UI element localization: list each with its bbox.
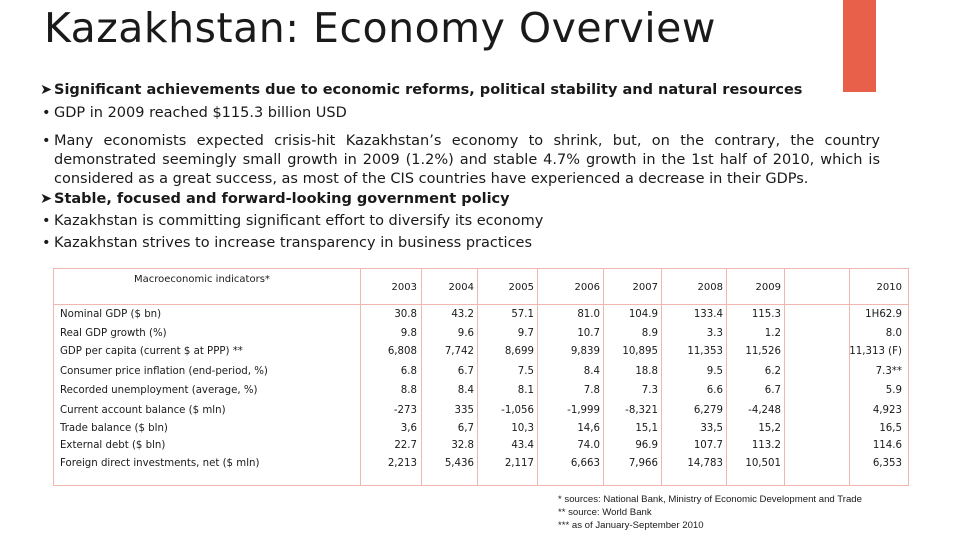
table-cell: -1,056 xyxy=(501,405,534,416)
table-cell: 3,6 xyxy=(400,423,417,434)
table-cell: 11,313 (F) xyxy=(849,346,902,357)
footnote: ** source: World Bank xyxy=(558,507,652,518)
table-cell: 115.3 xyxy=(751,309,781,320)
table-cell: 8.9 xyxy=(641,328,658,339)
table-cell: -4,248 xyxy=(748,405,781,416)
footnotes xyxy=(558,493,862,532)
page-title: Kazakhstan: Economy Overview xyxy=(44,4,716,52)
table-cell: 6.8 xyxy=(400,366,417,377)
table-row-label: Real GDP growth (%) xyxy=(60,328,167,339)
table-cell: 7,742 xyxy=(444,346,474,357)
table-cell: 9.8 xyxy=(400,328,417,339)
table-cell: 114.6 xyxy=(872,440,902,451)
table-column-divider xyxy=(360,269,361,485)
arrow-bullet-icon: ➤ xyxy=(40,191,53,207)
bullet-transparency xyxy=(42,234,880,253)
content-body xyxy=(40,80,880,253)
table-cell: 2,213 xyxy=(387,458,417,469)
table-row-label: External debt ($ bln) xyxy=(60,440,166,451)
year-header: 2008 xyxy=(697,282,723,293)
table-cell: 7.3** xyxy=(875,366,902,377)
table-cell: 10,3 xyxy=(511,423,534,434)
year-header: 2006 xyxy=(574,282,600,293)
accent-bar xyxy=(843,0,876,92)
table-cell: 33,5 xyxy=(700,423,723,434)
table-cell: 8,699 xyxy=(504,346,534,357)
table-cell: 9.5 xyxy=(706,366,723,377)
footnote: * sources: National Bank, Ministry of Economic Development and Trade xyxy=(558,494,862,505)
table-cell: 10,895 xyxy=(622,346,658,357)
table-cell: 6.7 xyxy=(457,366,474,377)
table-cell: 1.2 xyxy=(764,328,781,339)
year-header: 2003 xyxy=(391,282,417,293)
table-cell: 7.5 xyxy=(517,366,534,377)
table-row-label: Current account balance ($ mln) xyxy=(60,405,226,416)
table-cell: 11,353 xyxy=(687,346,723,357)
table-cell: 113.2 xyxy=(751,440,781,451)
table-cell: 7,966 xyxy=(628,458,658,469)
table-cell: 14,783 xyxy=(687,458,723,469)
year-header: 2009 xyxy=(755,282,781,293)
table-column-divider xyxy=(726,269,727,485)
table-cell: 9.7 xyxy=(517,328,534,339)
table-cell: 3.3 xyxy=(706,328,723,339)
table-column-divider xyxy=(849,269,850,485)
table-caption: Macroeconomic indicators* xyxy=(134,274,270,285)
table-cell: 133.4 xyxy=(693,309,723,320)
table-cell: 74.0 xyxy=(577,440,600,451)
table-cell: 14,6 xyxy=(577,423,600,434)
arrow-bullet-icon: ➤ xyxy=(40,82,53,98)
section-heading-reforms xyxy=(40,81,880,100)
table-cell: -273 xyxy=(393,405,417,416)
table-row-label: GDP per capita (current $ at PPP) ** xyxy=(60,346,243,357)
table-cell: 107.7 xyxy=(693,440,723,451)
table-cell: 9,839 xyxy=(570,346,600,357)
table-cell: 9.6 xyxy=(457,328,474,339)
table-cell: 32.8 xyxy=(451,440,474,451)
table-cell: 6,279 xyxy=(693,405,723,416)
table-cell: 335 xyxy=(454,405,474,416)
table-cell: 8.1 xyxy=(517,385,534,396)
table-cell: 43.2 xyxy=(451,309,474,320)
table-cell: 8.4 xyxy=(457,385,474,396)
table-cell: 6.6 xyxy=(706,385,723,396)
table-column-divider xyxy=(477,269,478,485)
table-cell: 6.2 xyxy=(764,366,781,377)
table-cell: 6,663 xyxy=(570,458,600,469)
year-header: 2010 xyxy=(876,282,902,293)
bullet-dot-icon: • xyxy=(42,105,51,121)
bullet-diversify xyxy=(42,212,880,231)
table-row-label: Consumer price inflation (end-period, %) xyxy=(60,366,268,377)
table-row-label: Trade balance ($ bln) xyxy=(60,423,168,434)
macro-indicators-table xyxy=(53,268,909,486)
year-header: 2007 xyxy=(632,282,658,293)
table-cell: 4,923 xyxy=(872,405,902,416)
table-cell: 22.7 xyxy=(394,440,417,451)
table-cell: 18.8 xyxy=(635,366,658,377)
table-cell: 2,117 xyxy=(504,458,534,469)
table-cell: 57.1 xyxy=(511,309,534,320)
table-cell: 43.4 xyxy=(511,440,534,451)
table-header-divider xyxy=(54,304,908,305)
table-cell: 7.3 xyxy=(641,385,658,396)
table-cell: 1H62.9 xyxy=(865,309,902,320)
table-cell: 11,526 xyxy=(745,346,781,357)
table-cell: 10,501 xyxy=(745,458,781,469)
bullet-text: Many economists expected crisis-hit Kazakhstan’s economy to shrink, but, on the contrary, the country demonstrated seemingly small growth in 2009 (1.2%) and stable 4.7% growth in the 1st half of 2010, which is considered as a great success, as most of the CIS countries have experienced a decrease in their GDPs. xyxy=(54,133,880,187)
table-cell: 16,5 xyxy=(879,423,902,434)
table-column-divider xyxy=(421,269,422,485)
table-column-divider xyxy=(603,269,604,485)
table-cell: 8.4 xyxy=(583,366,600,377)
table-column-divider xyxy=(661,269,662,485)
table-cell: 6,808 xyxy=(387,346,417,357)
bullet-text: GDP in 2009 reached $115.3 billion USD xyxy=(54,105,347,121)
footnote: *** as of January-September 2010 xyxy=(558,520,704,531)
table-cell: 5,436 xyxy=(444,458,474,469)
table-cell: 15,2 xyxy=(758,423,781,434)
year-header: 2005 xyxy=(508,282,534,293)
table-cell: 6.7 xyxy=(764,385,781,396)
table-cell: 5.9 xyxy=(885,385,902,396)
table-cell: 8.8 xyxy=(400,385,417,396)
bullet-dot-icon: • xyxy=(42,133,51,149)
table-column-divider xyxy=(784,269,785,485)
bullet-dot-icon: • xyxy=(42,213,51,229)
table-cell: 6,353 xyxy=(872,458,902,469)
table-cell: -1,999 xyxy=(567,405,600,416)
section-heading-policy xyxy=(40,190,880,209)
year-header: 2004 xyxy=(448,282,474,293)
table-row-label: Recorded unemployment (average, %) xyxy=(60,385,258,396)
bullet-gdp-2009 xyxy=(42,104,880,123)
table-cell: 10.7 xyxy=(577,328,600,339)
section-heading-text: Stable, focused and forward-looking government policy xyxy=(54,191,510,207)
table-cell: -8,321 xyxy=(625,405,658,416)
bullet-dot-icon: • xyxy=(42,235,51,251)
table-cell: 30.8 xyxy=(394,309,417,320)
table-cell: 96.9 xyxy=(635,440,658,451)
section-heading-text: Significant achievements due to economic reforms, political stability and natural resources xyxy=(54,82,803,98)
bullet-text: Kazakhstan is committing significant effort to diversify its economy xyxy=(54,213,544,229)
table-cell: 104.9 xyxy=(628,309,658,320)
table-cell: 8.0 xyxy=(885,328,902,339)
table-column-divider xyxy=(537,269,538,485)
table-cell: 7.8 xyxy=(583,385,600,396)
bullet-text: Kazakhstan strives to increase transparency in business practices xyxy=(54,235,533,251)
table-cell: 15,1 xyxy=(635,423,658,434)
bullet-growth xyxy=(42,132,880,189)
table-cell: 81.0 xyxy=(577,309,600,320)
table-cell: 6,7 xyxy=(457,423,474,434)
table-row-label: Nominal GDP ($ bn) xyxy=(60,309,162,320)
table-row-label: Foreign direct investments, net ($ mln) xyxy=(60,458,260,469)
